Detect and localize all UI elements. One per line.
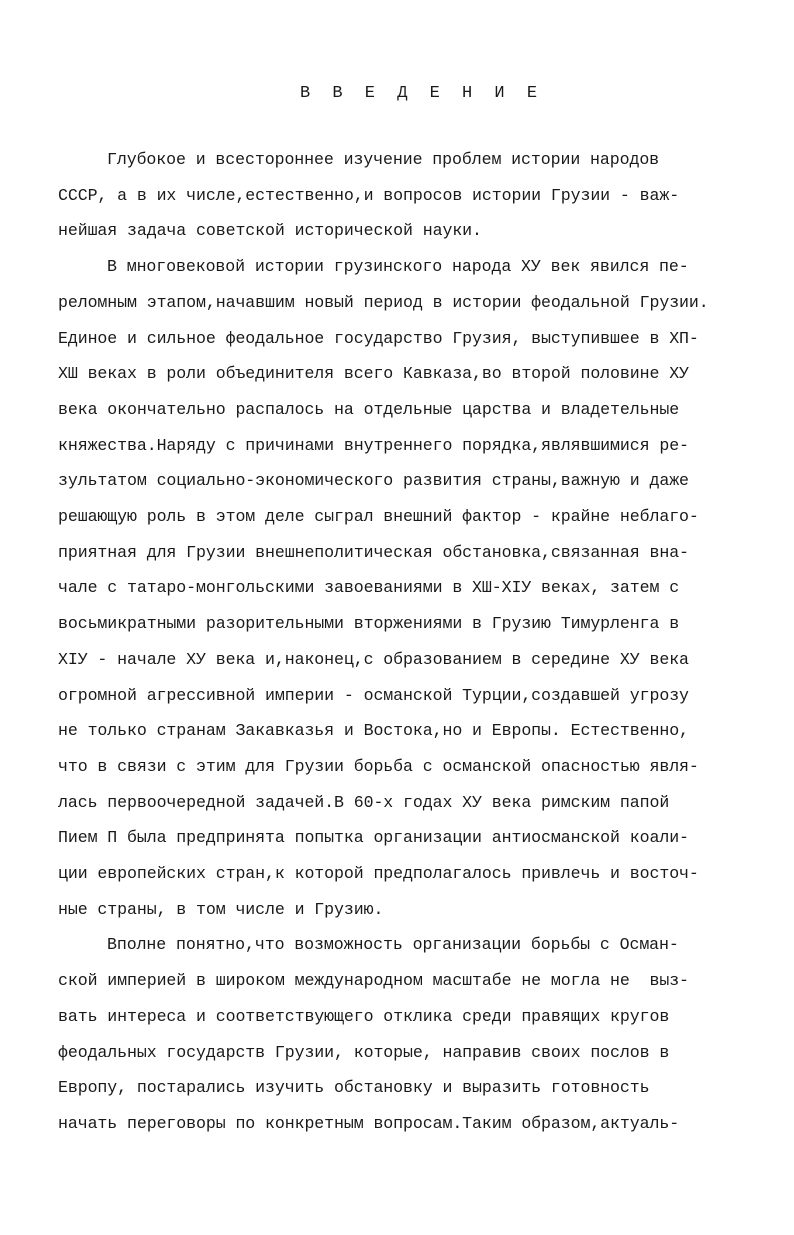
text-line: вать интереса и соответствующего отклика среди правящих кругов	[58, 1006, 670, 1026]
text-line: восьмикратными разорительными вторжениями в Грузию Тимурленга в	[58, 614, 680, 634]
text-line: ХШ веках в роли объединителя всего Кавказа,во второй половине ХУ	[58, 364, 689, 384]
text-line: лась первоочередной задачей.В 60-х годах ХУ века римским папой	[58, 792, 670, 812]
text-line: реломным этапом,начавшим новый период в истории феодальной Грузии.	[58, 292, 709, 312]
text-line: чале с татаро-монгольскими завоеваниями в ХШ-ХIУ веках, затем с	[58, 578, 680, 598]
text-line: Пием П была предпринята попытка организации антиосманской коали-	[58, 828, 689, 848]
text-line: СССР, а в их числе,естественно,и вопросов истории Грузии - важ-	[58, 185, 680, 205]
text-line: ской империей в широком международном масштабе не могла не выз-	[58, 971, 689, 991]
text-line: ции европейских стран,к которой предполагалось привлечь и восточ-	[58, 864, 699, 883]
text-line: огромной агрессивной империи - османской Турции,создавшей угрозу	[58, 685, 689, 705]
text-line: что в связи с этим для Грузии борьба с османской опасностью явля-	[58, 756, 699, 776]
text-line: зультатом социально-экономического развития страны,важную и даже	[58, 471, 689, 491]
text-line: Глубокое и всестороннее изучение проблем истории народов	[107, 150, 660, 169]
text-line: ные страны, в том числе и Грузию.	[58, 899, 384, 919]
text-line: приятная для Грузии внешнеполитическая обстановка,связанная вна-	[58, 542, 689, 562]
text-line: века окончательно распалось на отдельные царства и владетельные	[58, 399, 680, 419]
text-line: княжества.Наряду с причинами внутреннего порядка,являвшимися ре-	[58, 435, 689, 455]
text-line: В многовековой истории грузинского народа ХУ век явился пе-	[107, 257, 689, 277]
text-line: Европу, постарались изучить обстановку и выразить готовность	[58, 1078, 650, 1098]
text-line: начать переговоры по конкретным вопросам.Таким образом,актуаль-	[58, 1113, 680, 1133]
text-line: феодальных государств Грузии, которые, направив своих послов в	[58, 1042, 670, 1062]
page-heading: В В Е Д Е Н И Е	[300, 84, 544, 103]
text-line: ХIУ - начале ХУ века и,наконец,с образованием в середине ХУ века	[58, 649, 689, 669]
text-line: решающую роль в этом деле сыграл внешний фактор - крайне неблаго-	[58, 507, 699, 526]
text-line: Единое и сильное феодальное государство Грузия, выступившее в ХП-	[58, 328, 699, 348]
text-line: не только странам Закавказья и Востока,но и Европы. Естественно,	[58, 721, 689, 741]
text-line: Вполне понятно,что возможность организации борьбы с Осман-	[107, 935, 679, 955]
text-line: нейшая задача советской исторической науки.	[58, 221, 482, 241]
